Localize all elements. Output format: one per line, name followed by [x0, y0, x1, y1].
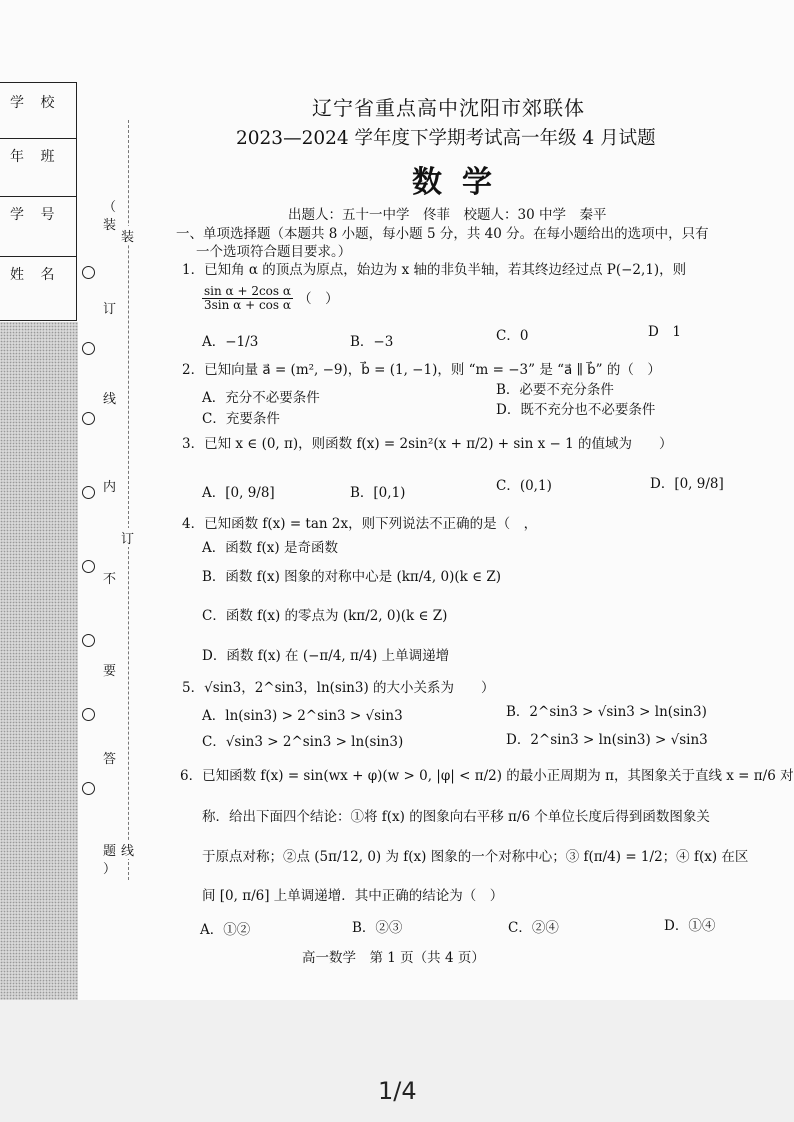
- option-d: D．2^sin3 > ln(sin3) > √sin3: [506, 732, 708, 748]
- sidebar-divider: [0, 138, 76, 139]
- question-2-stem: 2．已知向量 a⃗ = (m², −9)，b⃗ = (1, −1)，则 “m = −3” 是 “a⃗ ∥ b⃗” 的（ ）: [182, 362, 661, 378]
- binding-note-char: 订: [103, 302, 117, 317]
- subject-title: 数学: [412, 165, 512, 200]
- binding-hole-icon: [82, 412, 95, 425]
- binding-note-char: 装: [103, 218, 117, 233]
- question-4-stem: 4．已知函数 f(x) = tan 2x，则下列说法不正确的是（ ，: [182, 516, 538, 532]
- binding-note-char: （: [103, 200, 117, 215]
- option-d: D．既不充分也不必要条件: [496, 402, 656, 418]
- option-b: B．2^sin3 > √sin3 > ln(sin3): [506, 704, 707, 720]
- option-d: D．[0, 9/8]: [650, 476, 724, 492]
- option-b: B．②③: [352, 920, 403, 936]
- option-d: D 1: [648, 324, 681, 340]
- option-c: C．函数 f(x) 的零点为 (kπ/2, 0)(k ∈ Z): [202, 608, 448, 624]
- page-footer: 高一数学 第 1 页（共 4 页）: [302, 950, 485, 966]
- cut-line-char: 订: [121, 528, 134, 547]
- sidebar-divider: [0, 196, 76, 197]
- option-b: B．函数 f(x) 图象的对称中心是 (kπ/4, 0)(k ∈ Z): [202, 569, 502, 585]
- binding-hole-icon: [82, 486, 95, 499]
- name-field-label: 姓 名: [10, 267, 61, 283]
- option-c: C．√sin3 > 2^sin3 > ln(sin3): [202, 734, 404, 750]
- section-heading-cont: 一个选项符合题目要求。）: [196, 244, 352, 260]
- exam-term-title: 2023—2024 学年度下学期考试高一年级 4 月试题: [236, 128, 656, 149]
- option-c: C．0: [496, 328, 529, 344]
- binding-hole-icon: [82, 782, 95, 795]
- authors-line: 出题人：五十一中学 佟菲 校题人：30 中学 秦平: [288, 207, 607, 223]
- cut-line-char: 线: [121, 840, 134, 859]
- cut-line-char: 装: [121, 226, 134, 245]
- binding-hole-icon: [82, 634, 95, 647]
- student-id-field-label: 学 号: [10, 207, 61, 223]
- question-6-line: 于原点对称；②点 (5π/12, 0) 为 f(x) 图象的一个对称中心；③ f(π/4) = 1/2；④ f(x) 在区: [202, 849, 749, 865]
- binding-hole-icon: [82, 342, 95, 355]
- sidebar-divider: [0, 256, 76, 257]
- binding-hole-icon: [82, 560, 95, 573]
- option-a: A．−1/3: [202, 334, 259, 350]
- binding-hole-icon: [82, 708, 95, 721]
- option-a: A．[0, 9/8]: [202, 485, 275, 501]
- binding-note-char: 内: [103, 480, 117, 495]
- page-indicator: 1/4: [378, 1077, 417, 1105]
- question-5-stem: 5．√sin3，2^sin3，ln(sin3) 的大小关系为 ）: [182, 680, 495, 696]
- class-field-label: 年 班: [10, 149, 61, 165]
- exam-organizer-title: 辽宁省重点高中沈阳市郊联体: [312, 96, 585, 120]
- fraction-denominator: 3sin α + cos α: [204, 298, 291, 312]
- question-3-stem: 3．已知 x ∈ (0, π)，则函数 f(x) = 2sin²(x + π/2) + sin x − 1 的值域为 ）: [182, 436, 673, 452]
- school-field-label: 学 校: [10, 95, 61, 111]
- sidebar-border: [0, 82, 77, 321]
- binding-note-char: 答: [103, 752, 117, 767]
- section-heading: 一、单项选择题（本题共 8 小题，每小题 5 分，共 40 分。在每小题给出的选项中，只有: [176, 226, 709, 242]
- binding-note-char: 要: [103, 664, 117, 679]
- option-d: D．①④: [664, 918, 716, 934]
- option-a: A．ln(sin3) > 2^sin3 > √sin3: [202, 708, 403, 724]
- question-1-expression: [202, 285, 339, 312]
- option-d: D．函数 f(x) 在 (−π/4, π/4) 上单调递增: [202, 648, 450, 664]
- binding-note-char: ）: [103, 862, 117, 877]
- binding-note-char: 题: [103, 844, 117, 859]
- option-b: B．−3: [350, 334, 394, 350]
- option-c: C．②④: [508, 920, 559, 936]
- binding-note-char: 不: [103, 572, 117, 587]
- question-6-line: 间 [0, π/6] 上单调递增．其中正确的结论为（ ）: [202, 888, 504, 904]
- scan-shading: [0, 322, 78, 1000]
- question-6-line: 称．给出下面四个结论：①将 f(x) 的图象向右平移 π/6 个单位长度后得到函数图象关: [202, 809, 710, 825]
- option-c: C．(0,1): [496, 478, 552, 494]
- question-6-line: 6．已知函数 f(x) = sin(wx + φ)(w > 0, |φ| < π/2) 的最小正周期为 π，其图象关于直线 x = π/6 对: [180, 768, 794, 784]
- binding-note-char: 线: [103, 392, 117, 407]
- option-b: B．必要不充分条件: [496, 382, 614, 398]
- question-1-stem: 1．已知角 α 的顶点为原点，始边为 x 轴的非负半轴，若其终边经过点 P(−2,1)，则: [182, 262, 687, 278]
- option-c: C．充要条件: [202, 411, 280, 427]
- fraction-numerator: sin α + 2cos α: [204, 284, 291, 298]
- binding-hole-icon: [82, 266, 95, 279]
- answer-bracket: （ ）: [298, 291, 339, 307]
- sidebar-divider: [0, 82, 76, 83]
- option-a: A．充分不必要条件: [202, 390, 320, 406]
- option-b: B．[0,1): [350, 485, 406, 501]
- option-a: A．函数 f(x) 是奇函数: [202, 540, 338, 556]
- option-a: A．①②: [200, 922, 251, 938]
